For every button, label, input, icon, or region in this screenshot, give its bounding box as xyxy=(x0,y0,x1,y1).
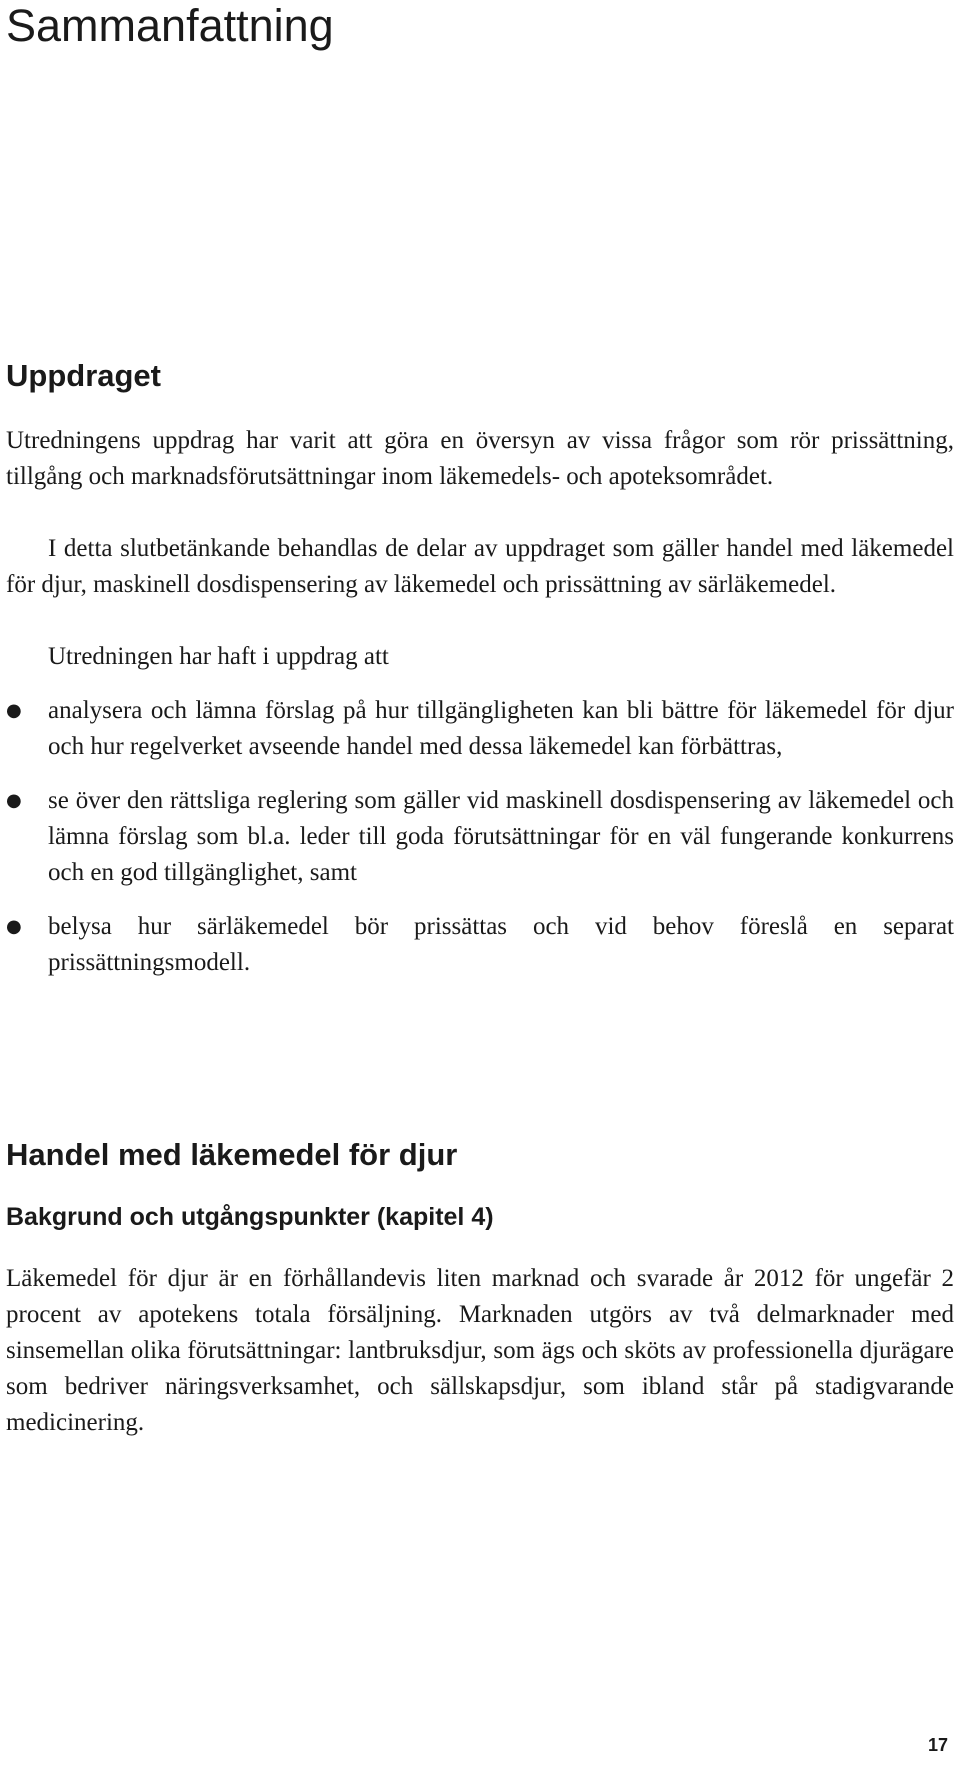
section-heading-uppdraget: Uppdraget xyxy=(6,358,161,393)
list-item xyxy=(6,783,954,891)
list-item-text: belysa hur särläkemedel bör prissättas och vid behov föreslå en separat prissättningsmodell. xyxy=(48,913,954,976)
section-heading-handel: Handel med läkemedel för djur xyxy=(6,1137,458,1172)
bullet-icon: ● xyxy=(6,700,22,721)
list-item-text: se över den rättsliga reglering som gäller vid maskinell dosdispensering av läkemedel och lämna förslag som bl.a. leder till goda förutsättningar för en väl fungerande konkurrens och en god tillgänglighet, samt xyxy=(48,787,954,886)
list-item xyxy=(6,693,954,765)
page-title: Sammanfattning xyxy=(6,0,334,51)
paragraph-slutbetankande: I detta slutbetänkande behandlas de delar av uppdraget som gäller handel med läkemedel för djur, maskinell dosdispensering av läkemedel och prissättning av särläkemedel. xyxy=(6,535,954,598)
bullet-icon: ● xyxy=(6,916,22,937)
subsection-heading-bakgrund: Bakgrund och utgångspunkter (kapitel 4) xyxy=(6,1203,494,1231)
list-item xyxy=(6,909,954,981)
bullet-list-uppdrag xyxy=(6,693,954,999)
paragraph-uppdrag-intro: Utredningens uppdrag har varit att göra en översyn av vissa frågor som rör prissättning, tillgång och marknadsförutsättningar inom läkemedels- och apoteksområdet. xyxy=(6,427,954,490)
bullet-icon: ● xyxy=(6,790,22,811)
list-item-text: analysera och lämna förslag på hur tillgängligheten kan bli bättre för läkemedel för djur och hur regelverket avseende handel med dessa läkemedel kan förbättras, xyxy=(48,697,954,760)
paragraph-lakemedel-djur: Läkemedel för djur är en förhållandevis liten marknad och svarade år 2012 för ungefär 2 procent av apotekens totala försäljning. Marknaden utgörs av två delmarknader med sinsemellan olika förutsättningar: lantbruksdjur, som ägs och sköts av professionella djurägare som bedriver näringsverksamhet, och sällskapsdjur, som ibland står på stadigvarande medicinering. xyxy=(6,1265,954,1436)
paragraph-uppdrag-att: Utredningen har haft i uppdrag att xyxy=(48,643,389,670)
page-number: 17 xyxy=(927,1735,948,1755)
